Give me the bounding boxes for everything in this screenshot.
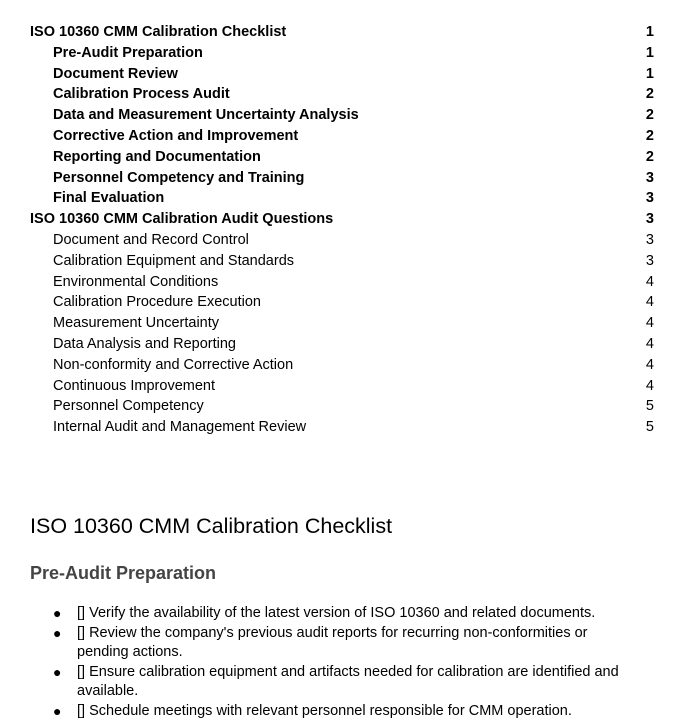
toc-entry-page: 4 [646,334,654,355]
toc-entry-page: 4 [646,376,654,397]
toc-entry-page: 3 [646,230,654,251]
toc-entry-label: Final Evaluation [53,188,164,209]
checklist-item [53,663,643,702]
toc-entry[interactable] [30,105,654,126]
bullet-icon: ● [53,702,61,721]
toc-entry-label: Personnel Competency [53,396,204,417]
toc-entry[interactable] [30,84,654,105]
toc-entry-page: 4 [646,292,654,313]
toc-entry-page: 4 [646,313,654,334]
toc-entry[interactable] [30,292,654,313]
toc-entry-label: Calibration Procedure Execution [53,292,261,313]
toc-entry-label: Document and Record Control [53,230,249,251]
checklist-item [53,604,643,624]
toc-entry-label: Data and Measurement Uncertainty Analysis [53,105,359,126]
toc-entry[interactable] [30,272,654,293]
toc-entry-page: 1 [646,43,654,64]
toc-entry[interactable] [30,334,654,355]
toc-entry-page: 2 [646,147,654,168]
toc-entry[interactable] [30,22,654,43]
checklist-item-text: [] Ensure calibration equipment and artifacts needed for calibration are identified and available. [77,664,619,700]
toc-entry-page: 1 [646,64,654,85]
toc-entry[interactable] [30,376,654,397]
toc-entry[interactable] [30,313,654,334]
toc-entry-label: Document Review [53,64,178,85]
toc-entry-label: Non-conformity and Corrective Action [53,355,293,376]
toc-entry[interactable] [30,43,654,64]
toc-entry-label: Personnel Competency and Training [53,168,304,189]
checklist [53,604,643,721]
document-title: ISO 10360 CMM Calibration Checklist [30,514,392,539]
toc-entry-page: 2 [646,84,654,105]
toc-entry-label: Environmental Conditions [53,272,218,293]
toc-entry-label: Pre-Audit Preparation [53,43,203,64]
toc-entry-page: 5 [646,417,654,438]
toc-entry-label: Calibration Equipment and Standards [53,251,294,272]
toc-entry[interactable] [30,126,654,147]
checklist-item-text: [] Verify the availability of the latest version of ISO 10360 and related documents. [77,605,595,621]
toc-entry-page: 3 [646,251,654,272]
toc-entry-page: 4 [646,272,654,293]
bullet-icon: ● [53,624,61,644]
toc-entry[interactable] [30,355,654,376]
toc-entry-page: 5 [646,396,654,417]
toc-entry-label: Measurement Uncertainty [53,313,219,334]
section-heading-pre-audit: Pre-Audit Preparation [30,563,216,584]
toc-entry-label: Calibration Process Audit [53,84,230,105]
bullet-icon: ● [53,663,61,683]
toc-entry[interactable] [30,209,654,230]
toc-entry[interactable] [30,230,654,251]
toc-entry-page: 3 [646,209,654,230]
toc-entry[interactable] [30,64,654,85]
toc-entry-page: 2 [646,105,654,126]
table-of-contents [30,22,654,438]
toc-entry-label: Data Analysis and Reporting [53,334,236,355]
toc-entry[interactable] [30,147,654,168]
toc-entry-page: 2 [646,126,654,147]
toc-entry-page: 3 [646,188,654,209]
checklist-item [53,702,643,721]
checklist-item-text: [] Schedule meetings with relevant personnel responsible for CMM operation. [77,703,572,719]
toc-entry-label: Internal Audit and Management Review [53,417,306,438]
toc-entry[interactable] [30,251,654,272]
bullet-icon: ● [53,604,61,624]
checklist-item-text: [] Review the company's previous audit reports for recurring non-conformities or pending actions. [77,625,588,661]
toc-entry-label: Corrective Action and Improvement [53,126,298,147]
toc-entry-label: Continuous Improvement [53,376,215,397]
toc-entry-page: 4 [646,355,654,376]
toc-entry-label: Reporting and Documentation [53,147,261,168]
toc-entry[interactable] [30,417,654,438]
toc-entry[interactable] [30,188,654,209]
toc-entry[interactable] [30,396,654,417]
checklist-item [53,624,643,663]
toc-entry-page: 3 [646,168,654,189]
toc-entry-label: ISO 10360 CMM Calibration Checklist [30,22,286,43]
toc-entry-page: 1 [646,22,654,43]
toc-entry[interactable] [30,168,654,189]
toc-entry-label: ISO 10360 CMM Calibration Audit Questions [30,209,333,230]
